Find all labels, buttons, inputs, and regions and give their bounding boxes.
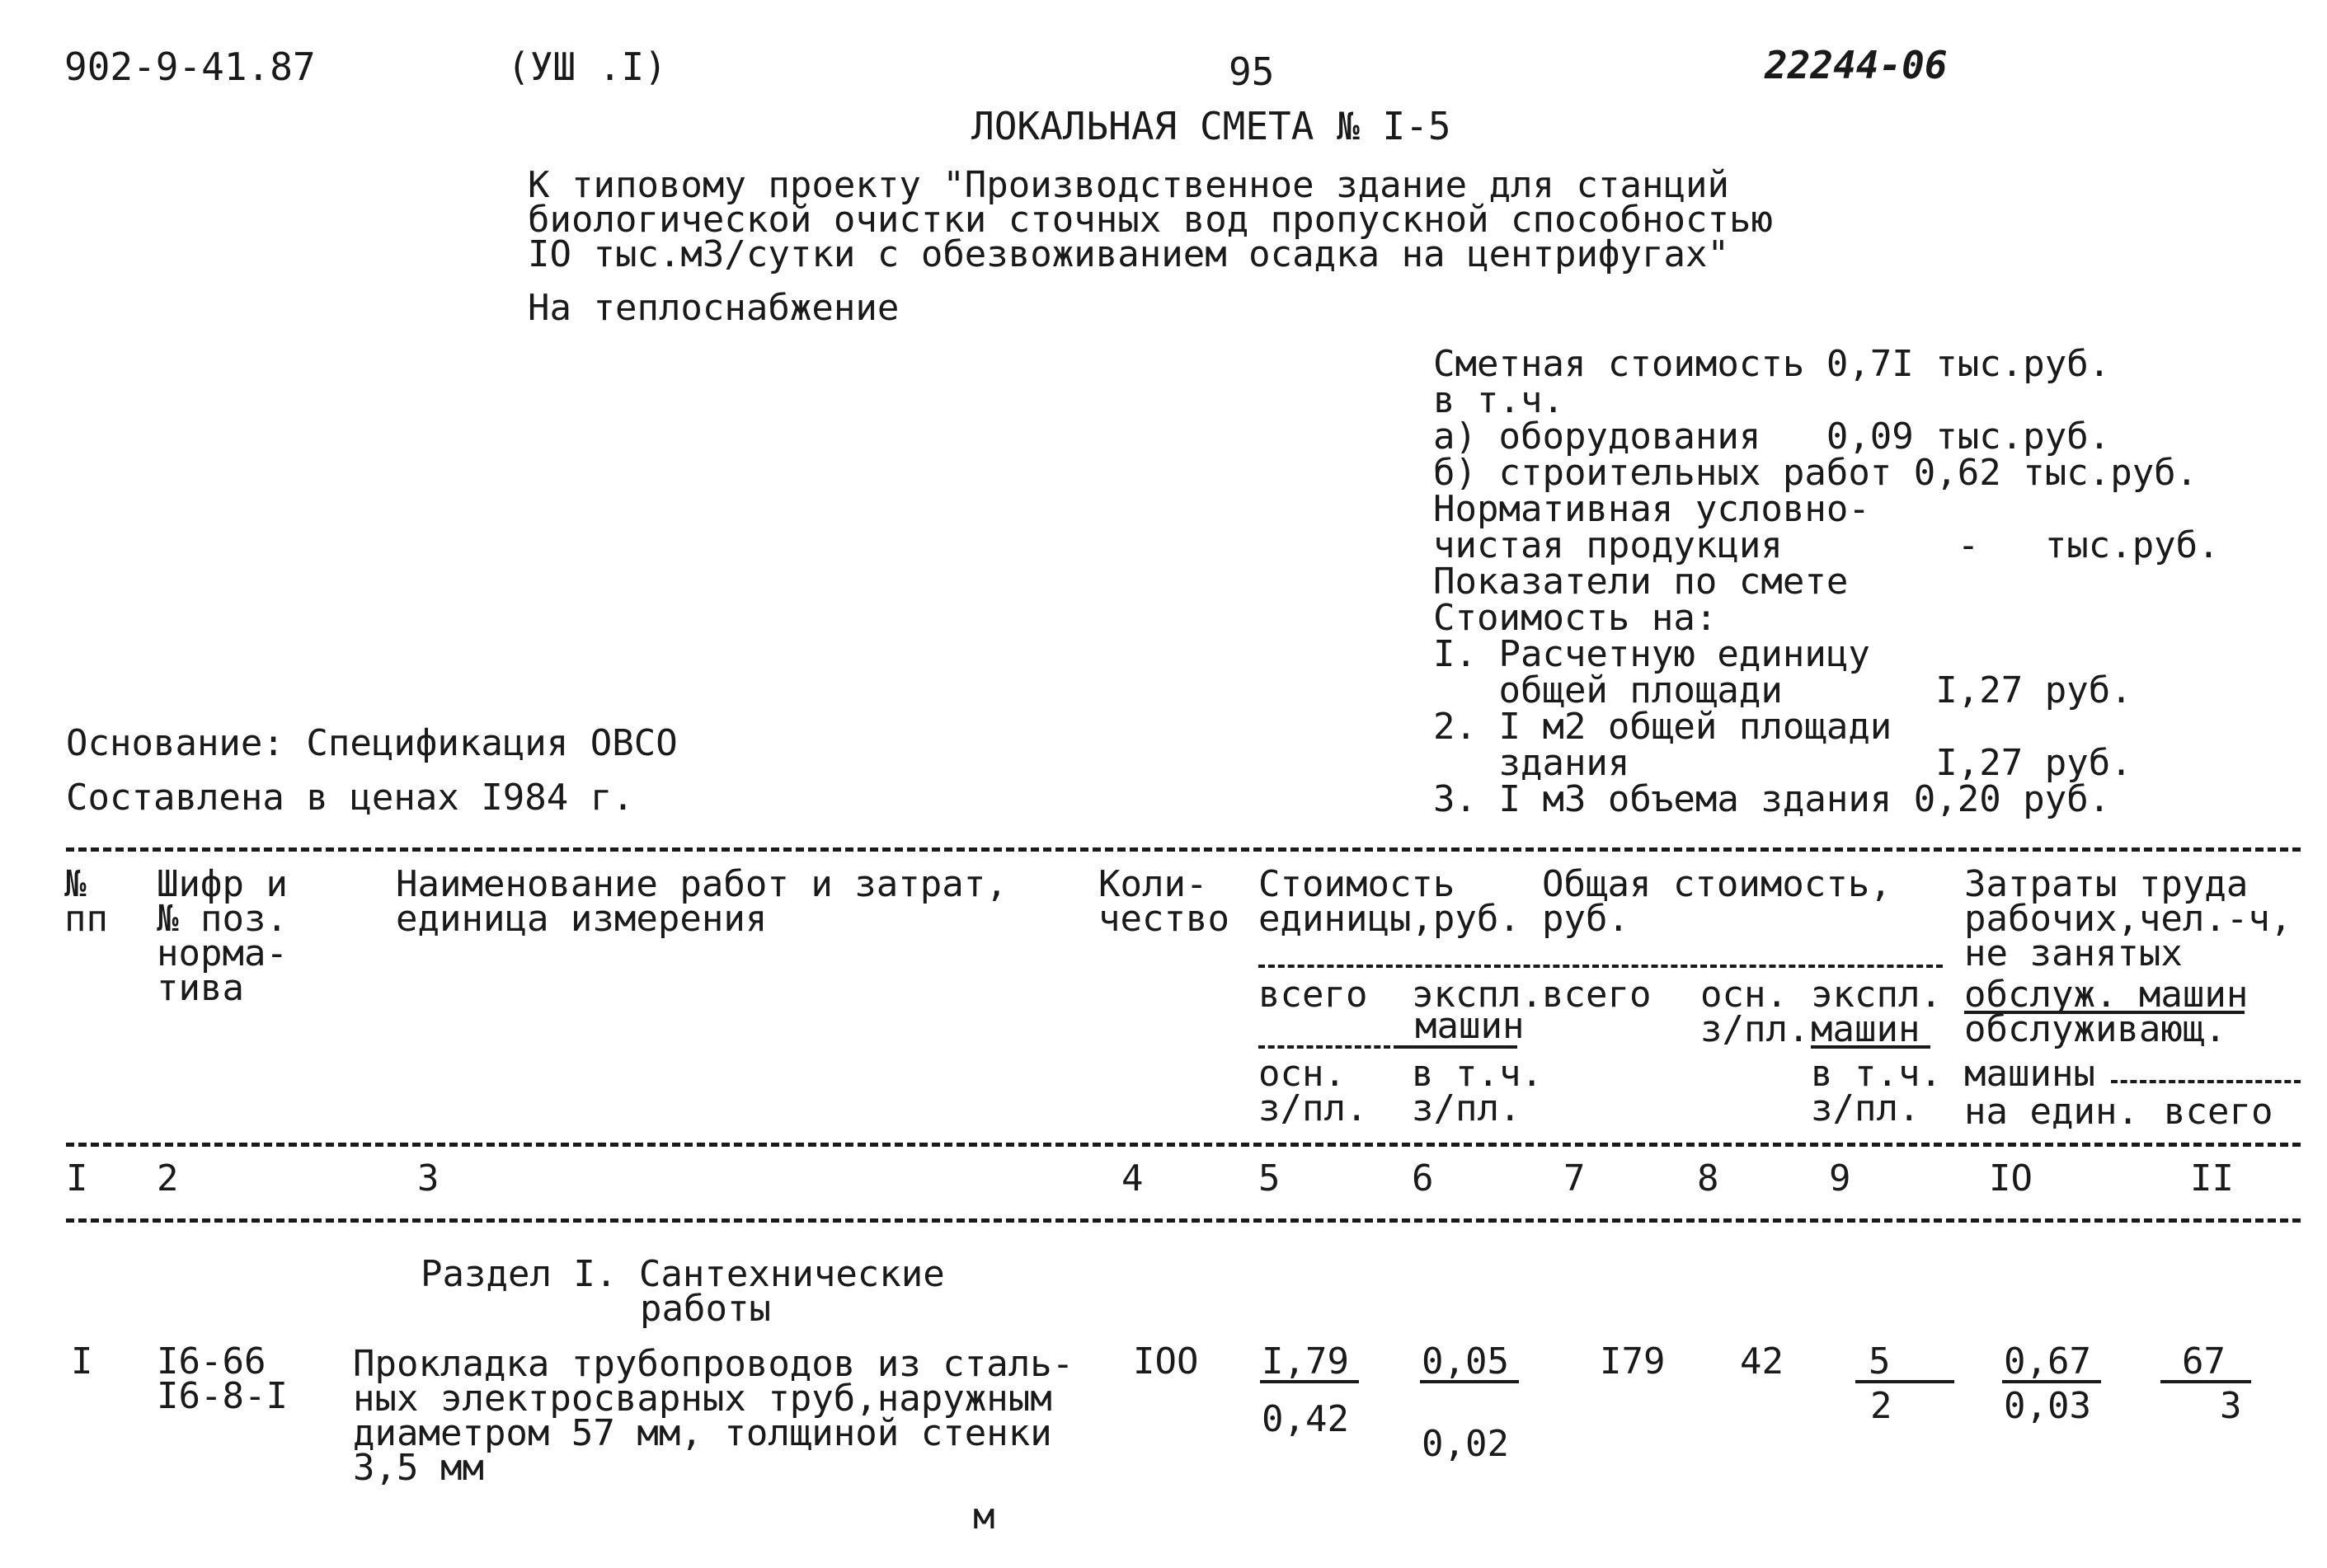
section-title-2: работы bbox=[640, 1288, 771, 1330]
col9-divider bbox=[1811, 1045, 1930, 1049]
col5-divider bbox=[1258, 1045, 1390, 1049]
row-code-2: I6-8-I bbox=[157, 1375, 288, 1417]
row-labor-unit-underline bbox=[2002, 1380, 2101, 1383]
equipment-cost: а) оборудования 0,09 тыс.руб. bbox=[1433, 415, 2111, 458]
normative-line-2: чистая продукция - тыс.руб. bbox=[1433, 524, 2220, 566]
indicator-3: 3. I м3 объема здания 0,20 руб. bbox=[1433, 778, 2111, 820]
col-number-2: 2 bbox=[157, 1157, 179, 1199]
inventory-number: 22244-06 bbox=[1765, 43, 1948, 87]
col5-bottom: осн. з/пл. bbox=[1258, 1053, 1368, 1129]
col-number-10: IO bbox=[1989, 1157, 2033, 1199]
row-labor-unit-b: 0,03 bbox=[2004, 1385, 2091, 1427]
indicators-label: Показатели по смете bbox=[1433, 561, 1849, 603]
col-header-code: Шифр и № поз. норма- тива bbox=[157, 863, 288, 1009]
prices-line: Составлена в ценах I984 г. bbox=[66, 777, 634, 819]
col6-bottom: в т.ч. з/пл. bbox=[1412, 1053, 1543, 1129]
row-labor-unit: 0,67 bbox=[2004, 1340, 2091, 1383]
col-number-7: 7 bbox=[1563, 1157, 1586, 1199]
col11-bottom: всего bbox=[2164, 1091, 2273, 1133]
col9-bottom: в т.ч. з/пл. bbox=[1811, 1053, 1942, 1129]
page-footer-mark: м bbox=[973, 1495, 995, 1537]
col6-top: экспл. bbox=[1412, 974, 1543, 1016]
col-number-5: 5 bbox=[1258, 1157, 1281, 1199]
col10-11-sub-3: машины bbox=[1964, 1053, 2095, 1095]
volume-label: (УШ .I) bbox=[507, 45, 667, 89]
indicator-2a: 2. I м2 общей площади bbox=[1433, 706, 1892, 748]
row-unit-mach-underline bbox=[1420, 1380, 1519, 1383]
col-number-8: 8 bbox=[1697, 1157, 1719, 1199]
col-number-6: 6 bbox=[1412, 1157, 1434, 1199]
estimated-cost: Сметная стоимость 0,7I тыс.руб. bbox=[1433, 343, 2111, 385]
row-code-1: I6-66 bbox=[157, 1340, 266, 1383]
row-labor-total: 67 bbox=[2182, 1340, 2226, 1383]
row-total-mach: 5 bbox=[1869, 1340, 1891, 1383]
row-total-mach-underline bbox=[1855, 1380, 1954, 1383]
col5-top: всего bbox=[1258, 974, 1368, 1016]
col-header-unit-cost: Стоимость единицы,руб. bbox=[1258, 863, 1521, 940]
row-unit-total: I,79 bbox=[1262, 1340, 1349, 1383]
doc-code: 902-9-41.87 bbox=[64, 45, 316, 89]
row-total: I79 bbox=[1600, 1340, 1666, 1383]
indicator-2b: здания I,27 руб. bbox=[1433, 742, 2132, 784]
row-number: I bbox=[71, 1340, 93, 1383]
col-number-3: 3 bbox=[417, 1157, 440, 1199]
row-total-mach-wage: 2 bbox=[1870, 1385, 1892, 1427]
row-name: Прокладка трубопроводов из сталь- ных электросварных труб,наружным диаметром 57 мм, толщиной стенки 3,5 мм bbox=[353, 1343, 1074, 1489]
col-number-11: II bbox=[2190, 1157, 2234, 1199]
col-number-9: 9 bbox=[1829, 1157, 1851, 1199]
col-number-1: I bbox=[66, 1157, 88, 1199]
section-title-1: Раздел I. Сантехнические bbox=[421, 1253, 945, 1295]
basis-line: Основание: Спецификация ОВСО bbox=[66, 722, 678, 764]
col6-divider bbox=[1394, 1045, 1517, 1049]
project-subject: На теплоснабжение bbox=[528, 287, 900, 329]
col9-top: экспл. bbox=[1811, 974, 1942, 1016]
construction-cost: б) строительных работ 0,62 тыс.руб. bbox=[1433, 452, 2198, 494]
col9-mid: машин bbox=[1811, 1008, 1920, 1050]
row-labor-total-underline bbox=[2160, 1380, 2251, 1383]
including-label: в т.ч. bbox=[1433, 379, 1564, 421]
indicator-1b: общей площади I,27 руб. bbox=[1433, 669, 2132, 711]
normative-line-1: Нормативная условно- bbox=[1433, 488, 1870, 530]
row-unit-total-underline bbox=[1260, 1380, 1359, 1383]
col-header-number: № пп bbox=[64, 863, 108, 940]
table-header-rule bbox=[66, 1143, 2301, 1147]
col8-header: осн. з/пл. bbox=[1700, 974, 1810, 1050]
project-line-1: К типовому проекту "Производственное здание для станций bbox=[528, 164, 1729, 206]
row-total-wage: 42 bbox=[1740, 1340, 1784, 1383]
col10-11-sub-1: обслуж. машин bbox=[1964, 974, 2249, 1016]
row-unit-mach-wage: 0,02 bbox=[1422, 1423, 1509, 1465]
row-quantity: IOO bbox=[1133, 1340, 1199, 1383]
col-header-labor: Затраты труда рабочих,чел.-ч, не занятых bbox=[1964, 863, 2292, 974]
indicator-1a: I. Расчетную единицу bbox=[1433, 633, 1870, 675]
project-line-3: IO тыс.м3/сутки с обезвоживанием осадка на центрифугах" bbox=[528, 233, 1729, 275]
col7-header: всего bbox=[1542, 974, 1652, 1016]
table-top-rule bbox=[66, 847, 2301, 852]
table-body-rule bbox=[66, 1218, 2301, 1223]
col6-mid: машин bbox=[1415, 1005, 1525, 1047]
subheader-rule bbox=[1258, 965, 1943, 968]
row-unit-mach: 0,05 bbox=[1422, 1340, 1509, 1383]
row-labor-total-b: 3 bbox=[2220, 1385, 2242, 1427]
col10-bottom: на един. bbox=[1964, 1091, 2139, 1133]
col-number-4: 4 bbox=[1121, 1157, 1144, 1199]
document-title: ЛОКАЛЬНАЯ СМЕТА № I-5 bbox=[971, 104, 1451, 148]
cost-per-label: Стоимость на: bbox=[1433, 597, 1718, 639]
col10-11-divider bbox=[2111, 1080, 2301, 1083]
page-number: 95 bbox=[1229, 49, 1275, 94]
col10-11-sub-2: обслуживающ. bbox=[1964, 1008, 2226, 1050]
col-header-quantity: Коли- чество bbox=[1098, 863, 1229, 940]
col-header-name: Наименование работ и затрат, единица измерения bbox=[396, 863, 1008, 940]
project-line-2: биологической очистки сточных вод пропускной способностью bbox=[528, 199, 1773, 241]
row-unit-wage: 0,42 bbox=[1262, 1398, 1349, 1440]
col-header-total-cost: Общая стоимость, руб. bbox=[1542, 863, 1892, 940]
